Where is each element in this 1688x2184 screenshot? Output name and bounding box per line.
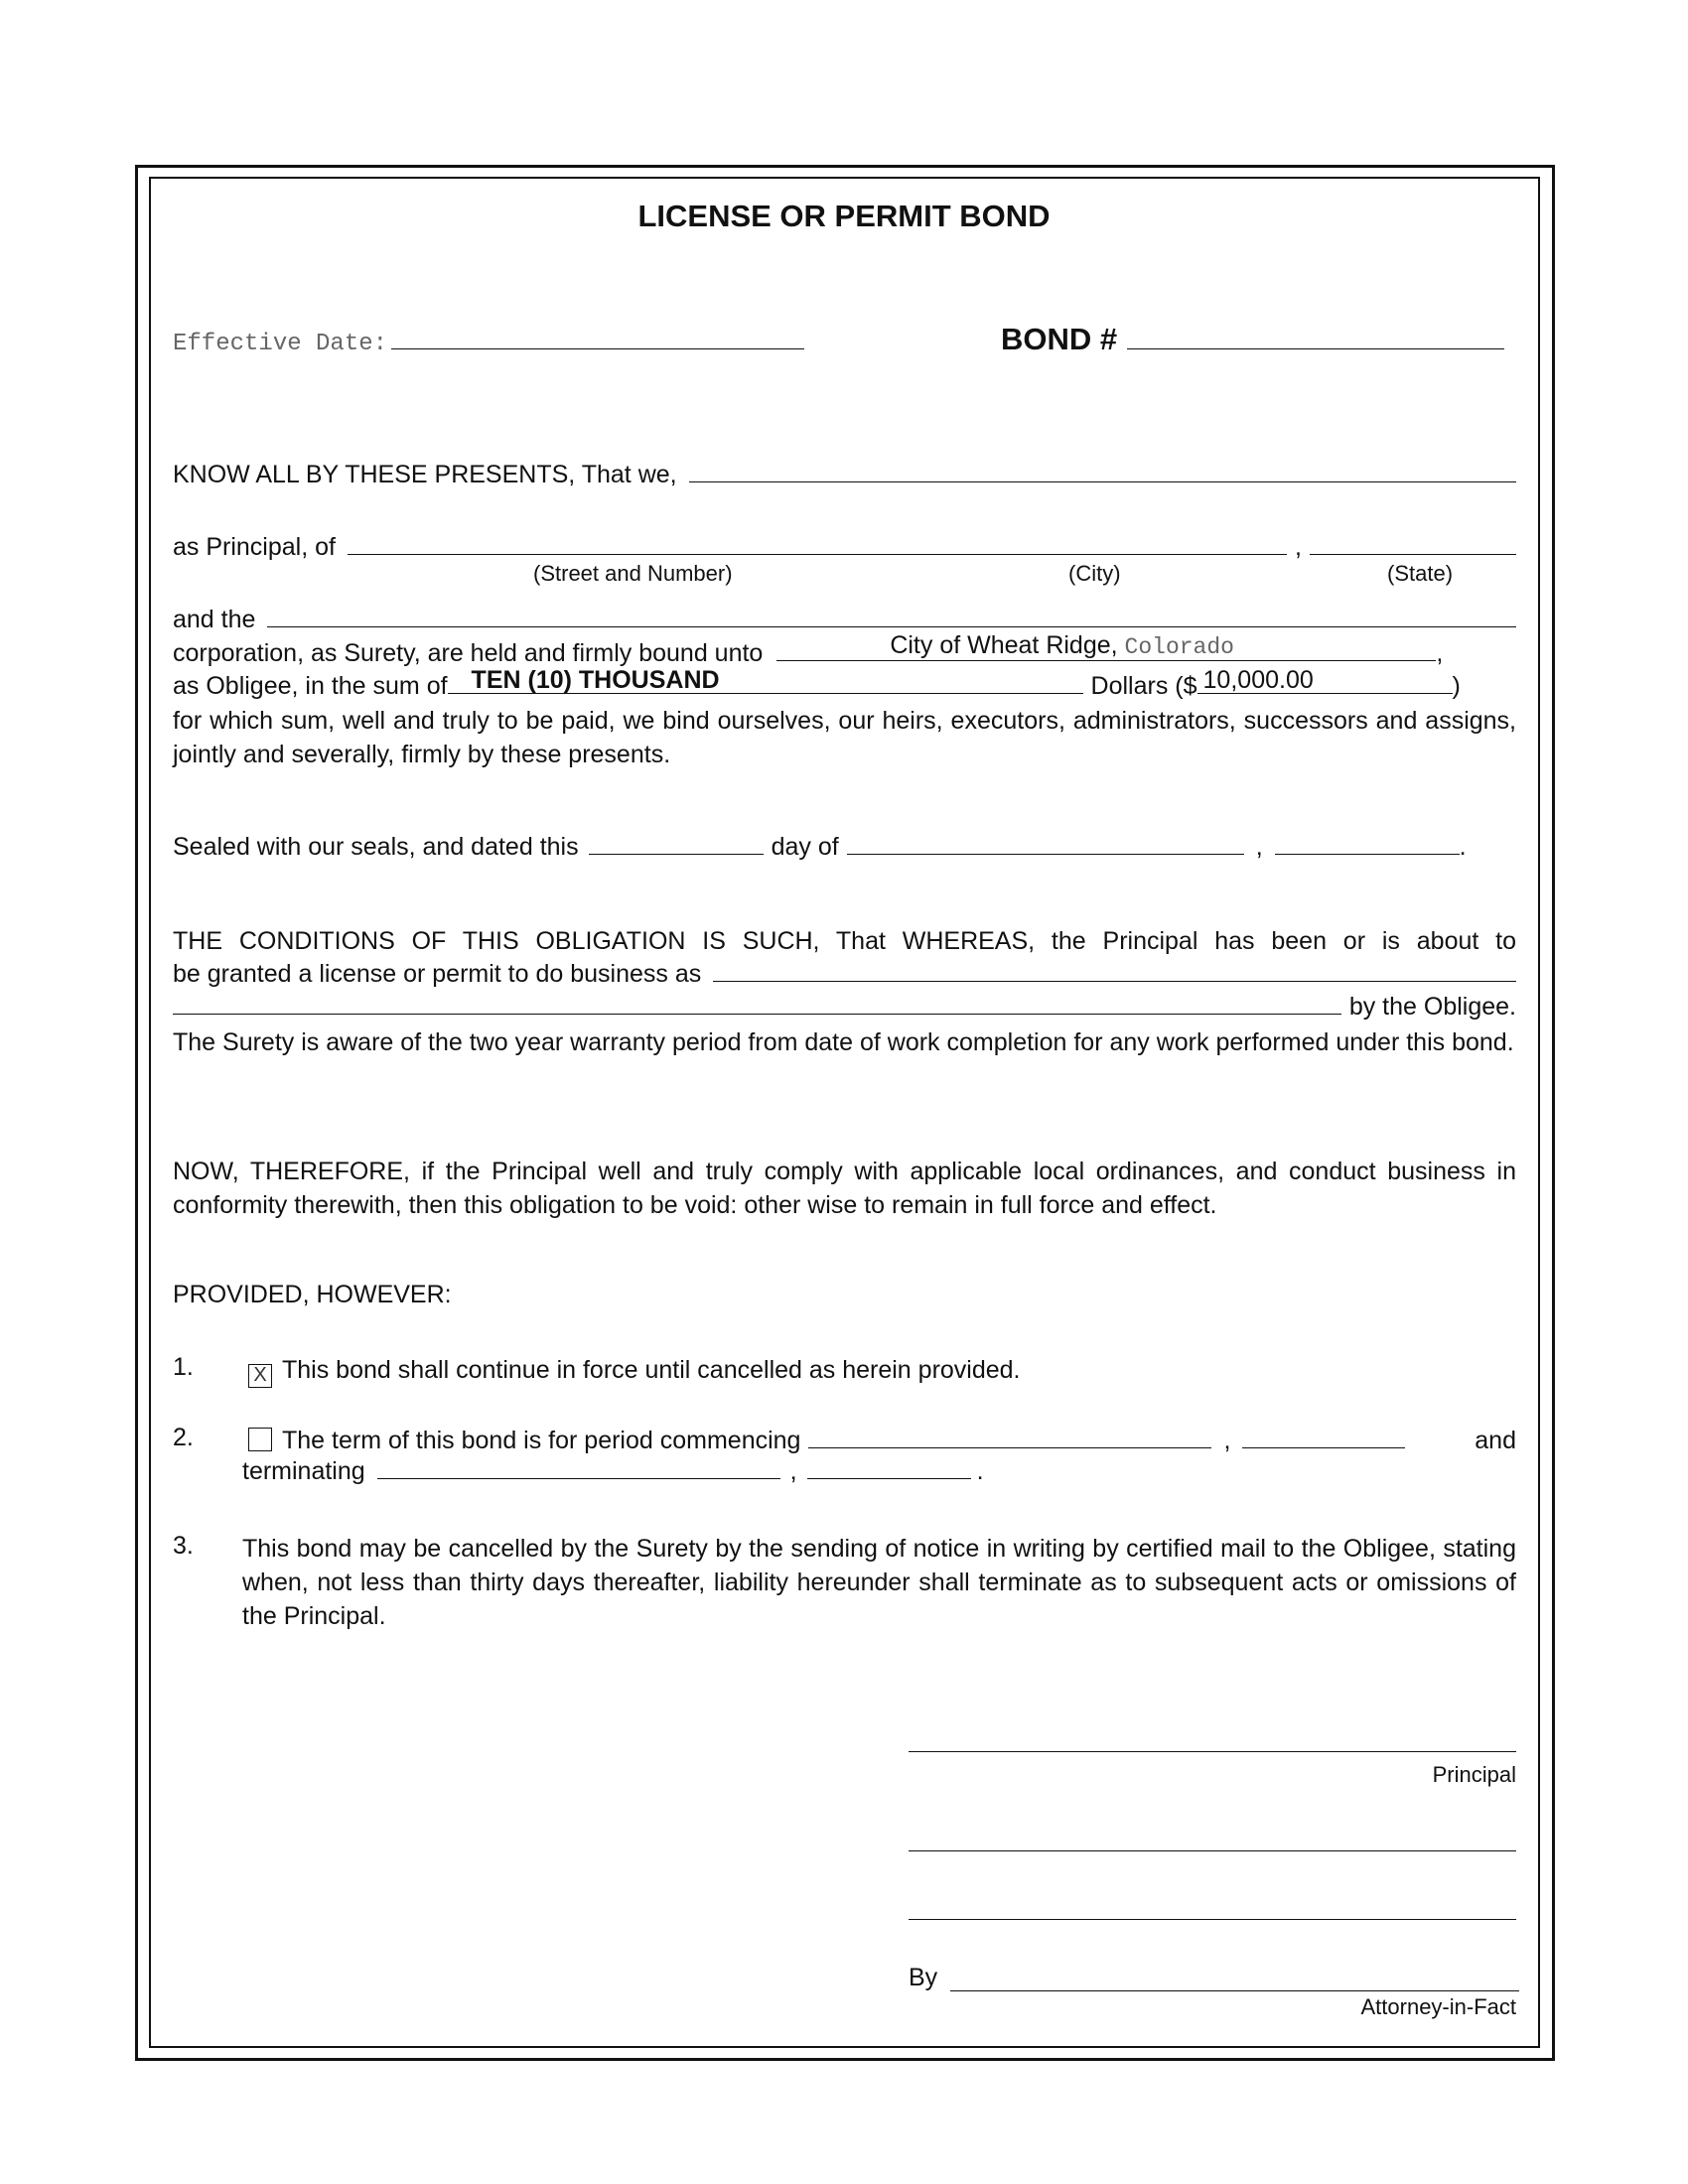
amount-field[interactable] (1197, 666, 1453, 694)
cancellation-paragraph: This bond may be cancelled by the Surety by the sending of notice in writing by certified mail to the Obligee, stating when, not less than thirty days thereafter, liability hereunder shall terminate as to subsequent acts or omissions of the Principal. (242, 1535, 1516, 1630)
comma: , (789, 1457, 797, 1485)
comma: , (1223, 1427, 1231, 1454)
principal-address-field[interactable] (348, 530, 1287, 555)
comma: , (1294, 533, 1302, 561)
state-label: (State) (1387, 561, 1454, 586)
comma: , (1255, 833, 1263, 861)
now-therefore-paragraph: NOW, THEREFORE, if the Principal well and truly comply with applicable local ordinances, and conduct business in conformity therewith, then this obligation to be void: other wise to remain in full force and effect. (173, 1158, 1516, 1219)
by-obligee-text: by the Obligee. (1348, 993, 1516, 1021)
terminating-label: terminating (242, 1457, 365, 1485)
street-label: (Street and Number) (533, 561, 733, 586)
by-label: By (909, 1964, 938, 1991)
surety-name-line[interactable] (909, 1919, 1516, 1920)
principal-name-field[interactable] (689, 458, 1516, 482)
and-the-label: and the (173, 606, 256, 633)
amount-value: 10,000.00 (1202, 666, 1314, 694)
terminating-year-field[interactable] (807, 1454, 971, 1479)
conditions-line1: THE CONDITIONS OF THIS OBLIGATION IS SUCH, That WHEREAS, the Principal has been or is about to (173, 927, 1516, 955)
effective-date-field[interactable] (391, 325, 804, 349)
conditions-line2: be granted a license or permit to do business as (173, 960, 702, 988)
dollars-label: Dollars ($ (1090, 672, 1197, 700)
terminating-date-field[interactable] (377, 1454, 780, 1479)
business-as-field-2[interactable] (173, 990, 1341, 1015)
period: . (976, 1457, 984, 1485)
surety-text: corporation, as Surety, are held and firmly bound unto (173, 639, 764, 667)
term-period-checkbox[interactable] (248, 1428, 272, 1451)
seal-year-field[interactable] (1275, 830, 1460, 855)
seal-day-field[interactable] (589, 830, 764, 855)
effective-date-label: Effective Date: (173, 331, 388, 357)
continue-in-force-checkbox[interactable] (248, 1364, 272, 1388)
item-number: 3. (173, 1532, 194, 1560)
attorney-in-fact-label: Attorney-in-Fact (1360, 1994, 1516, 2019)
principal-state-field[interactable] (1310, 530, 1516, 555)
bond-number-field[interactable] (1127, 325, 1504, 349)
obligee-city: City of Wheat Ridge, (890, 631, 1118, 659)
sealed-text: Sealed with our seals, and dated this (173, 833, 579, 861)
item-number: 2. (173, 1424, 194, 1451)
period: . (1459, 833, 1467, 861)
amount-words-field[interactable] (448, 666, 1083, 694)
and-text: and (1475, 1427, 1516, 1454)
principal-of-label: as Principal, of (173, 533, 336, 561)
commencing-date-field[interactable] (808, 1424, 1211, 1448)
amount-words: TEN (10) THOUSAND (471, 666, 720, 694)
item-text: This bond shall continue in force until cancelled as herein provided. (282, 1356, 1021, 1384)
page-title: LICENSE OR PERMIT BOND (637, 199, 1051, 233)
commencing-year-field[interactable] (1242, 1424, 1405, 1448)
item-text: The term of this bond is for period commencing (282, 1427, 801, 1454)
city-label: (City) (1068, 561, 1121, 586)
check-x-icon: X (253, 1364, 267, 1386)
obligee-state: Colorado (1124, 634, 1234, 660)
close-paren: ) (1452, 672, 1461, 700)
principal-signature-line[interactable] (909, 1751, 1516, 1752)
bind-paragraph: for which sum, well and truly to be paid, we bind ourselves, our heirs, executors, administrators, successors and assigns, jointly and severally, firmly by these presents. (173, 707, 1516, 768)
day-of-label: day of (771, 833, 839, 861)
provided-heading: PROVIDED, HOWEVER: (173, 1281, 452, 1308)
principal-label: Principal (1432, 1762, 1516, 1787)
attorney-signature-line[interactable] (950, 1990, 1519, 1991)
item-number: 1. (173, 1353, 194, 1381)
bond-number-label: BOND # (1001, 322, 1118, 356)
sum-text: as Obligee, in the sum of (173, 672, 448, 700)
warranty-paragraph: The Surety is aware of the two year warranty period from date of work completion for any work performed under this bond. (173, 1028, 1514, 1056)
know-all-text: KNOW ALL BY THESE PRESENTS, That we, (173, 461, 677, 488)
surety-signature-line[interactable] (909, 1850, 1516, 1851)
comma: , (1436, 639, 1444, 667)
business-as-field[interactable] (713, 957, 1516, 982)
surety-name-field[interactable] (267, 603, 1516, 627)
obligee-field[interactable] (776, 631, 1436, 661)
seal-month-field[interactable] (847, 830, 1244, 855)
